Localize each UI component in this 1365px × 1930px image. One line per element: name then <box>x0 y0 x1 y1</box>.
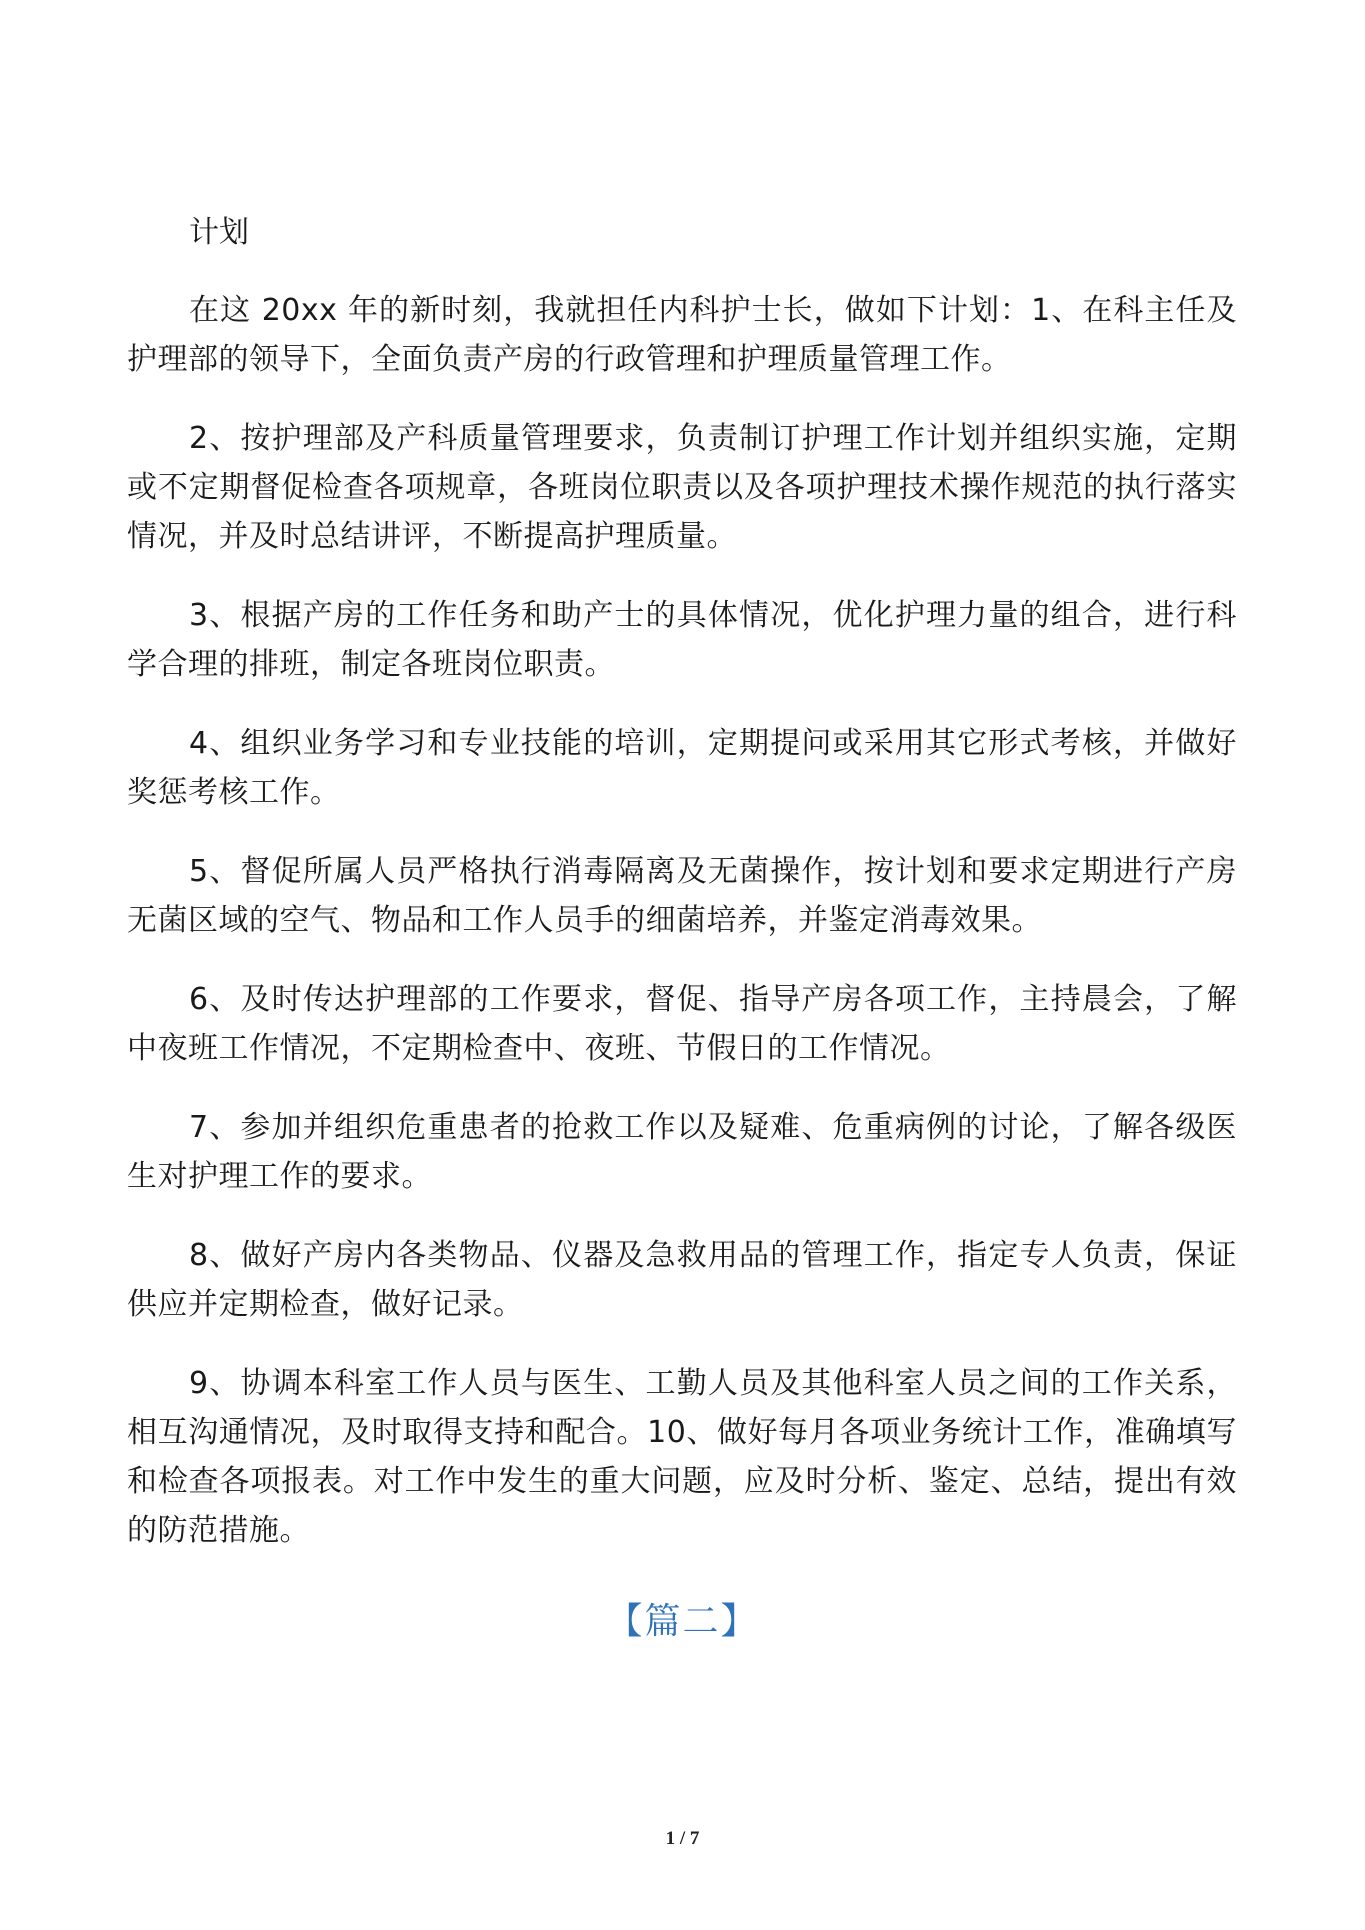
paragraph-1: 在这 20xx 年的新时刻，我就担任内科护士长，做如下计划：1、在科主任及护理部的领导下，全面负责产房的行政管理和护理质量管理工作。 <box>127 293 1237 377</box>
paragraph-2: 2、按护理部及产科质量管理要求，负责制订护理工作计划并组织实施，定期或不定期督促检查各项规章，各班岗位职责以及各项护理技术操作规范的执行落实情况，并及时总结讲评，不断提高护理质量。 <box>127 421 1237 554</box>
page-number: 1 / 7 <box>665 1828 700 1849</box>
paragraph-9: 9、协调本科室工作人员与医生、工勤人员及其他科室人员之间的工作关系，相互沟通情况，及时取得支持和配合。10、做好每月各项业务统计工作，准确填写和检查各项报表。对工作中发生的重大问题，应及时分析、鉴定、总结，提出有效的防范措施。 <box>127 1366 1237 1548</box>
paragraph-5: 5、督促所属人员严格执行消毒隔离及无菌操作，按计划和要求定期进行产房无菌区域的空气、物品和工作人员手的细菌培养，并鉴定消毒效果。 <box>127 854 1237 938</box>
document-heading: 计划 <box>189 215 249 250</box>
section-title: 【篇二】 <box>606 1601 759 1642</box>
paragraph-8: 8、做好产房内各类物品、仪器及急救用品的管理工作，指定专人负责，保证供应并定期检查，做好记录。 <box>127 1238 1237 1322</box>
document-body <box>127 208 1237 1585</box>
paragraph-3: 3、根据产房的工作任务和助产士的具体情况，优化护理力量的组合，进行科学合理的排班，制定各班岗位职责。 <box>127 598 1237 682</box>
paragraph-6: 6、及时传达护理部的工作要求，督促、指导产房各项工作，主持晨会，了解中夜班工作情况，不定期检查中、夜班、节假日的工作情况。 <box>127 982 1237 1066</box>
paragraph-4: 4、组织业务学习和专业技能的培训，定期提问或采用其它形式考核，并做好奖惩考核工作。 <box>127 726 1237 810</box>
paragraph-7: 7、参加并组织危重患者的抢救工作以及疑难、危重病例的讨论，了解各级医生对护理工作的要求。 <box>127 1110 1237 1194</box>
